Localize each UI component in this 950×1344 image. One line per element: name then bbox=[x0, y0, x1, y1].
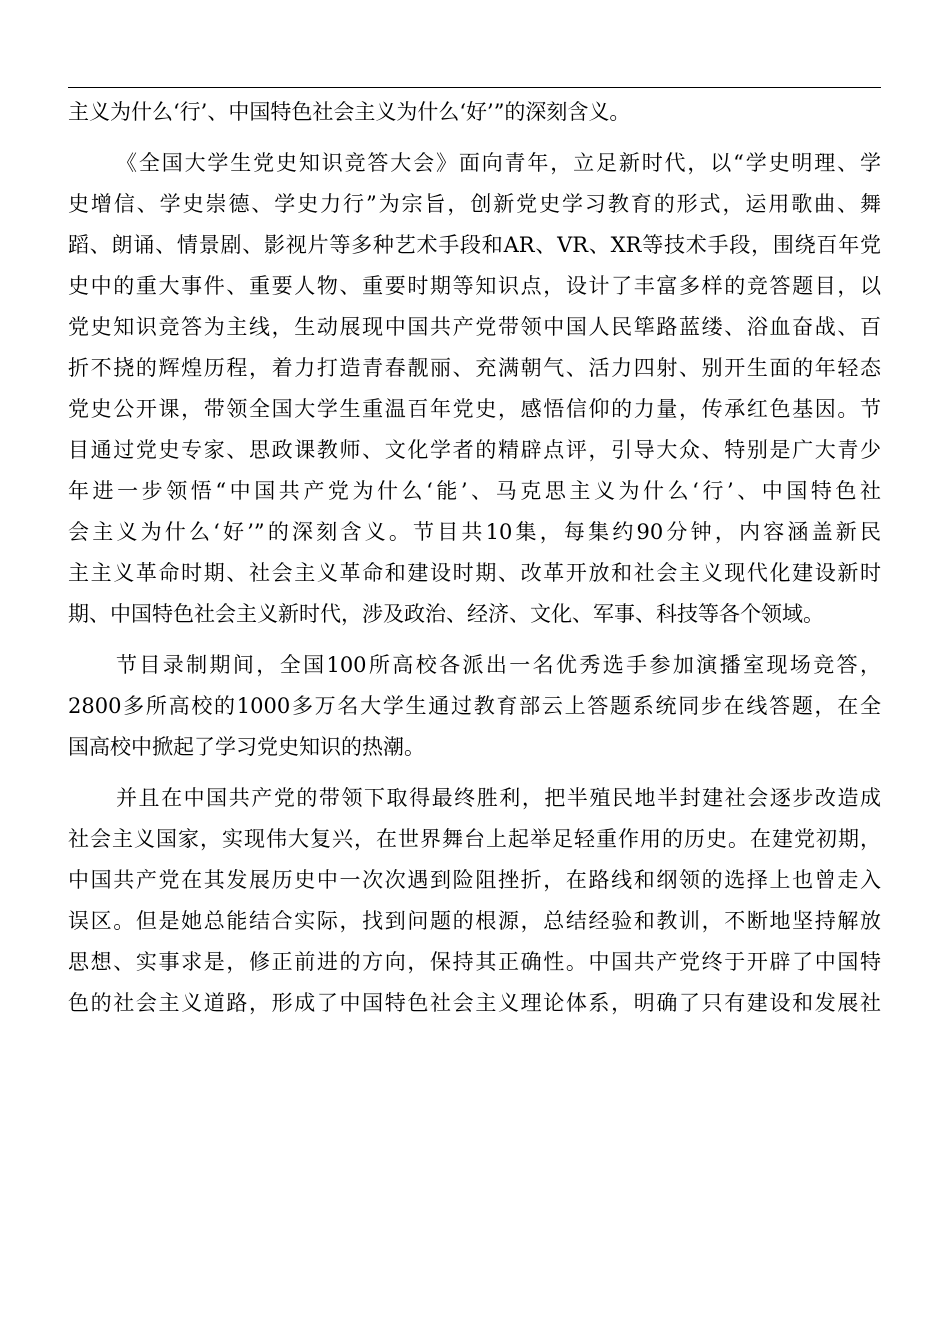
text-line: 并且在中国共产党的带领下取得最终胜利，把半殖民地半封建社会逐步改造成 bbox=[116, 786, 881, 810]
paragraph bbox=[68, 143, 881, 635]
text-line: 党史公开课，带领全国大学生重温百年党史，感悟信仰的力量，传承红色基因。节 bbox=[68, 397, 881, 421]
document-body bbox=[68, 92, 881, 1024]
paragraph bbox=[68, 778, 881, 1024]
text-line: 《全国大学生党史知识竞答大会》面向青年，立足新时代，以“学史明理、学 bbox=[116, 151, 881, 175]
text-line: 社会主义国家，实现伟大复兴，在世界舞台上起举足轻重作用的历史。在建党初期， bbox=[68, 827, 881, 851]
text-line: 史增信、学史崇德、学史力行”为宗旨，创新党史学习教育的形式，运用歌曲、舞 bbox=[68, 192, 881, 216]
paragraph bbox=[68, 92, 881, 133]
text-line: 中国共产党在其发展历史中一次次遇到险阻挫折，在路线和纲领的选择上也曾走入 bbox=[68, 868, 881, 892]
text-line: 目通过党史专家、思政课教师、文化学者的精辟点评，引导大众、特别是广大青少 bbox=[68, 438, 881, 462]
text-line: 会主义为什么‘好’”的深刻含义。节目共10集，每集约90分钟，内容涵盖新民 bbox=[68, 520, 881, 544]
text-line: 党史知识竞答为主线，生动展现中国共产党带领中国人民筚路蓝缕、浴血奋战、百 bbox=[68, 315, 881, 339]
text-line: 主主义革命时期、社会主义革命和建设时期、改革开放和社会主义现代化建设新时 bbox=[68, 561, 881, 585]
text-line: 节目录制期间，全国100所高校各派出一名优秀选手参加演播室现场竞答， bbox=[116, 653, 881, 677]
paragraph bbox=[68, 645, 881, 768]
text-line: 年进一步领悟“中国共产党为什么‘能’、马克思主义为什么‘行’、中国特色社 bbox=[68, 479, 881, 503]
text-line: 误区。但是她总能结合实际，找到问题的根源，总结经验和教训，不断地坚持解放 bbox=[68, 909, 881, 933]
text-line: 蹈、朗诵、情景剧、影视片等多种艺术手段和AR、VR、XR等技术手段，围绕百年党 bbox=[68, 233, 881, 257]
text-line: 主义为什么‘行’、中国特色社会主义为什么‘好’”的深刻含义。 bbox=[68, 100, 631, 124]
text-line: 折不挠的辉煌历程，着力打造青春靓丽、充满朝气、活力四射、别开生面的年轻态 bbox=[68, 356, 881, 380]
text-line: 色的社会主义道路，形成了中国特色社会主义理论体系，明确了只有建设和发展社 bbox=[68, 991, 881, 1015]
text-line: 思想、实事求是，修正前进的方向，保持其正确性。中国共产党终于开辟了中国特 bbox=[68, 950, 881, 974]
text-line: 期、中国特色社会主义新时代，涉及政治、经济、文化、军事、科技等各个领域。 bbox=[68, 602, 824, 626]
header-rule bbox=[68, 87, 881, 88]
text-line: 国高校中掀起了学习党史知识的热潮。 bbox=[68, 735, 425, 759]
text-line: 史中的重大事件、重要人物、重要时期等知识点，设计了丰富多样的竞答题目，以 bbox=[68, 274, 881, 298]
text-line: 2800多所高校的1000多万名大学生通过教育部云上答题系统同步在线答题，在全 bbox=[68, 694, 881, 718]
